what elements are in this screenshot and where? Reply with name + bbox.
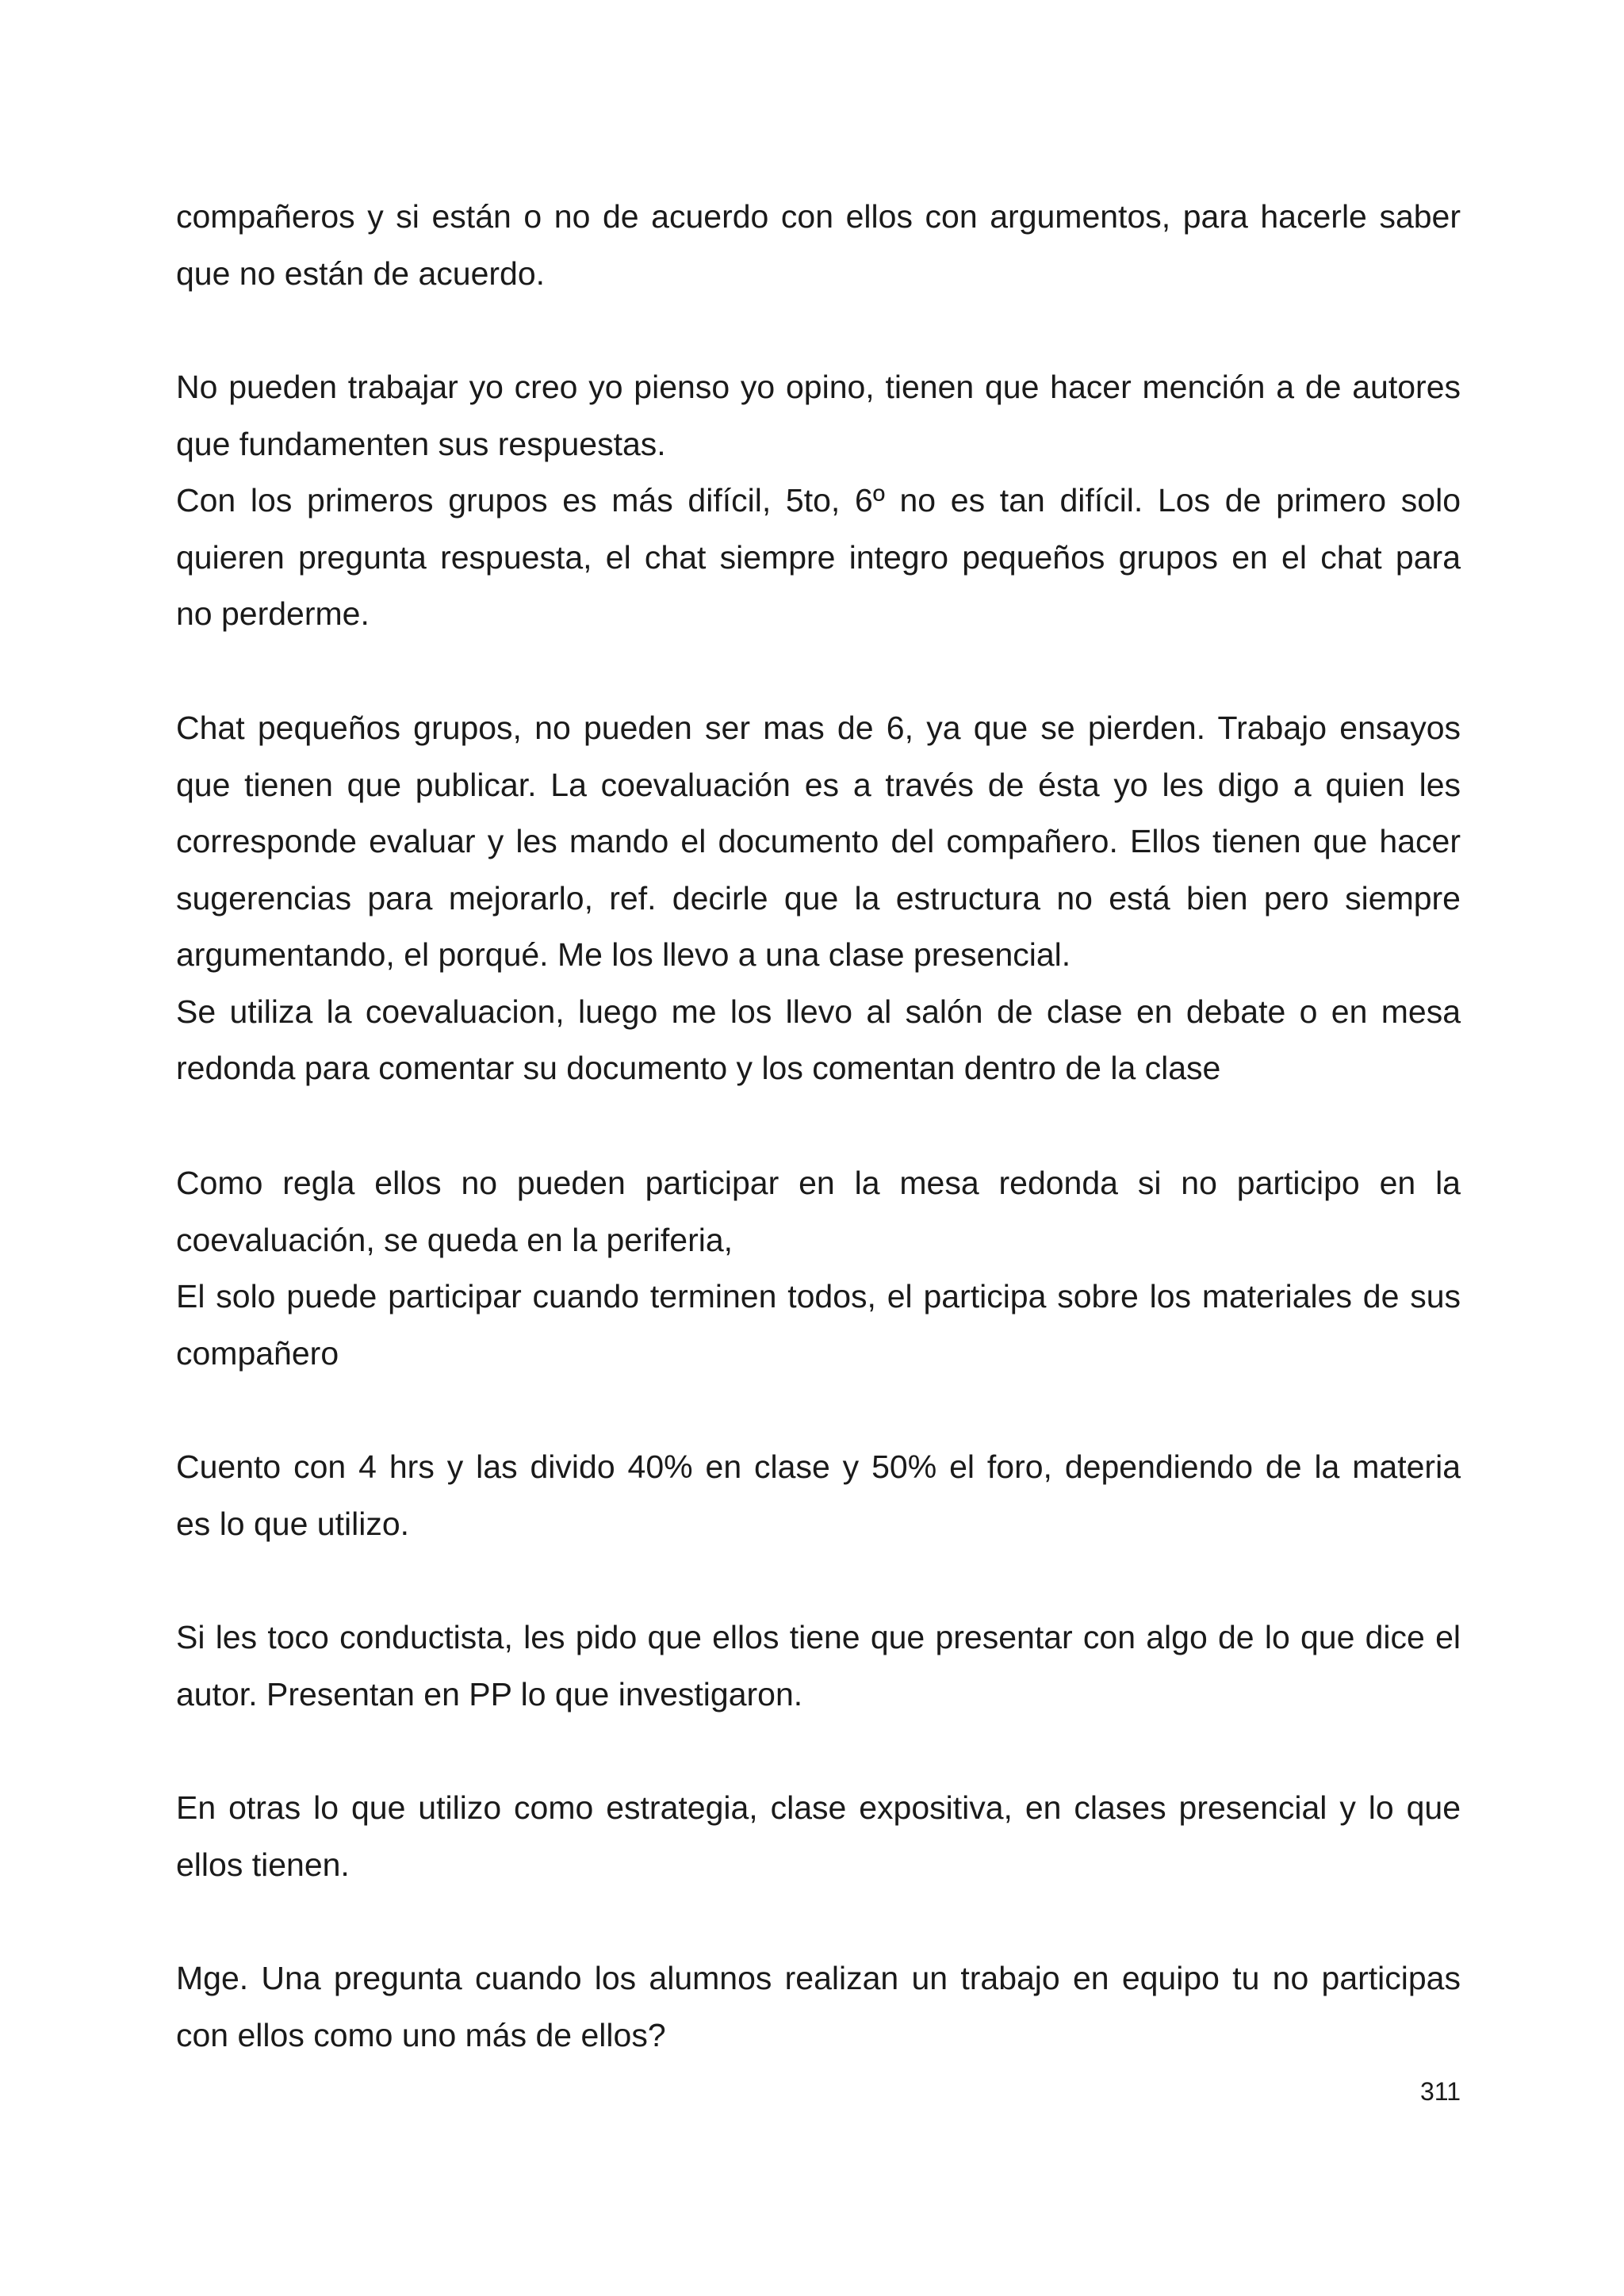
paragraph-5 xyxy=(176,1439,1461,1552)
text-line: que tienen que publicar. La coevaluación es a través de ésta yo les digo a quien les xyxy=(176,766,1461,803)
text-line: autor. Presentan en PP lo que investigaron. xyxy=(176,1675,803,1712)
text-line: Como regla ellos no pueden participar en la mesa redonda si no participo en la xyxy=(176,1165,1461,1201)
paragraph-1 xyxy=(176,189,1461,302)
paragraph-7 xyxy=(176,1780,1461,1893)
text-line: compañeros y si están o no de acuerdo con ellos con argumentos, para hacerle saber xyxy=(176,198,1461,235)
text-line: Se utiliza la coevaluacion, luego me los llevo al salón de clase en debate o en mesa xyxy=(176,993,1461,1030)
text-line: quieren pregunta respuesta, el chat siempre integro pequeños grupos en el chat para xyxy=(176,538,1461,576)
text-line: es lo que utilizo. xyxy=(176,1505,410,1542)
text-line: Mge. Una pregunta cuando los alumnos realizan un trabajo en equipo tu no participas xyxy=(176,1960,1461,1996)
text-line: que no están de acuerdo. xyxy=(176,254,546,292)
text-line: En otras lo que utilizo como estrategia, clase expositiva, en clases presencial y lo que xyxy=(176,1789,1461,1826)
text-line: sugerencias para mejorarlo, ref. decirle que la estructura no está bien pero siempre xyxy=(176,879,1461,916)
paragraph-4 xyxy=(176,1155,1461,1382)
text-line: corresponde evaluar y les mando el documento del compañero. Ellos tienen que hacer xyxy=(176,823,1461,859)
text-line: Si les toco conductista, les pido que ellos tiene que presentar con algo de lo que dice el xyxy=(176,1619,1461,1655)
text-line: Con los primeros grupos es más difícil, 5to, 6º no es tan difícil. Los de primero solo xyxy=(176,482,1461,519)
paragraph-3 xyxy=(176,700,1461,1097)
text-line: Cuento con 4 hrs y las divido 40% en clase y 50% el foro, dependiendo de la materia xyxy=(176,1448,1461,1485)
text-line: redonda para comentar su documento y los comentan dentro de la clase xyxy=(176,1050,1221,1086)
text-line: coevaluación, se queda en la periferia, xyxy=(176,1221,733,1258)
text-line: Chat pequeños grupos, no pueden ser mas de 6, ya que se pierden. Trabajo ensayos xyxy=(176,710,1461,746)
paragraph-2 xyxy=(176,359,1461,643)
text-line: que fundamenten sus respuestas. xyxy=(176,425,666,462)
text-line: ellos tienen. xyxy=(176,1846,350,1883)
text-line: argumentando, el porqué. Me los llevo a una clase presencial. xyxy=(176,936,1071,973)
paragraph-8 xyxy=(176,1950,1461,2064)
text-line: no perderme. xyxy=(176,595,370,632)
text-line: compañero xyxy=(176,1334,339,1372)
paragraph-6 xyxy=(176,1609,1461,1723)
text-line: con ellos como uno más de ellos? xyxy=(176,2016,666,2053)
text-line: El solo puede participar cuando terminen todos, el participa sobre los materiales de sus xyxy=(176,1278,1461,1314)
page-number: 311 xyxy=(1419,2077,1461,2106)
text-line: No pueden trabajar yo creo yo pienso yo opino, tienen que hacer mención a de autores xyxy=(176,369,1461,405)
